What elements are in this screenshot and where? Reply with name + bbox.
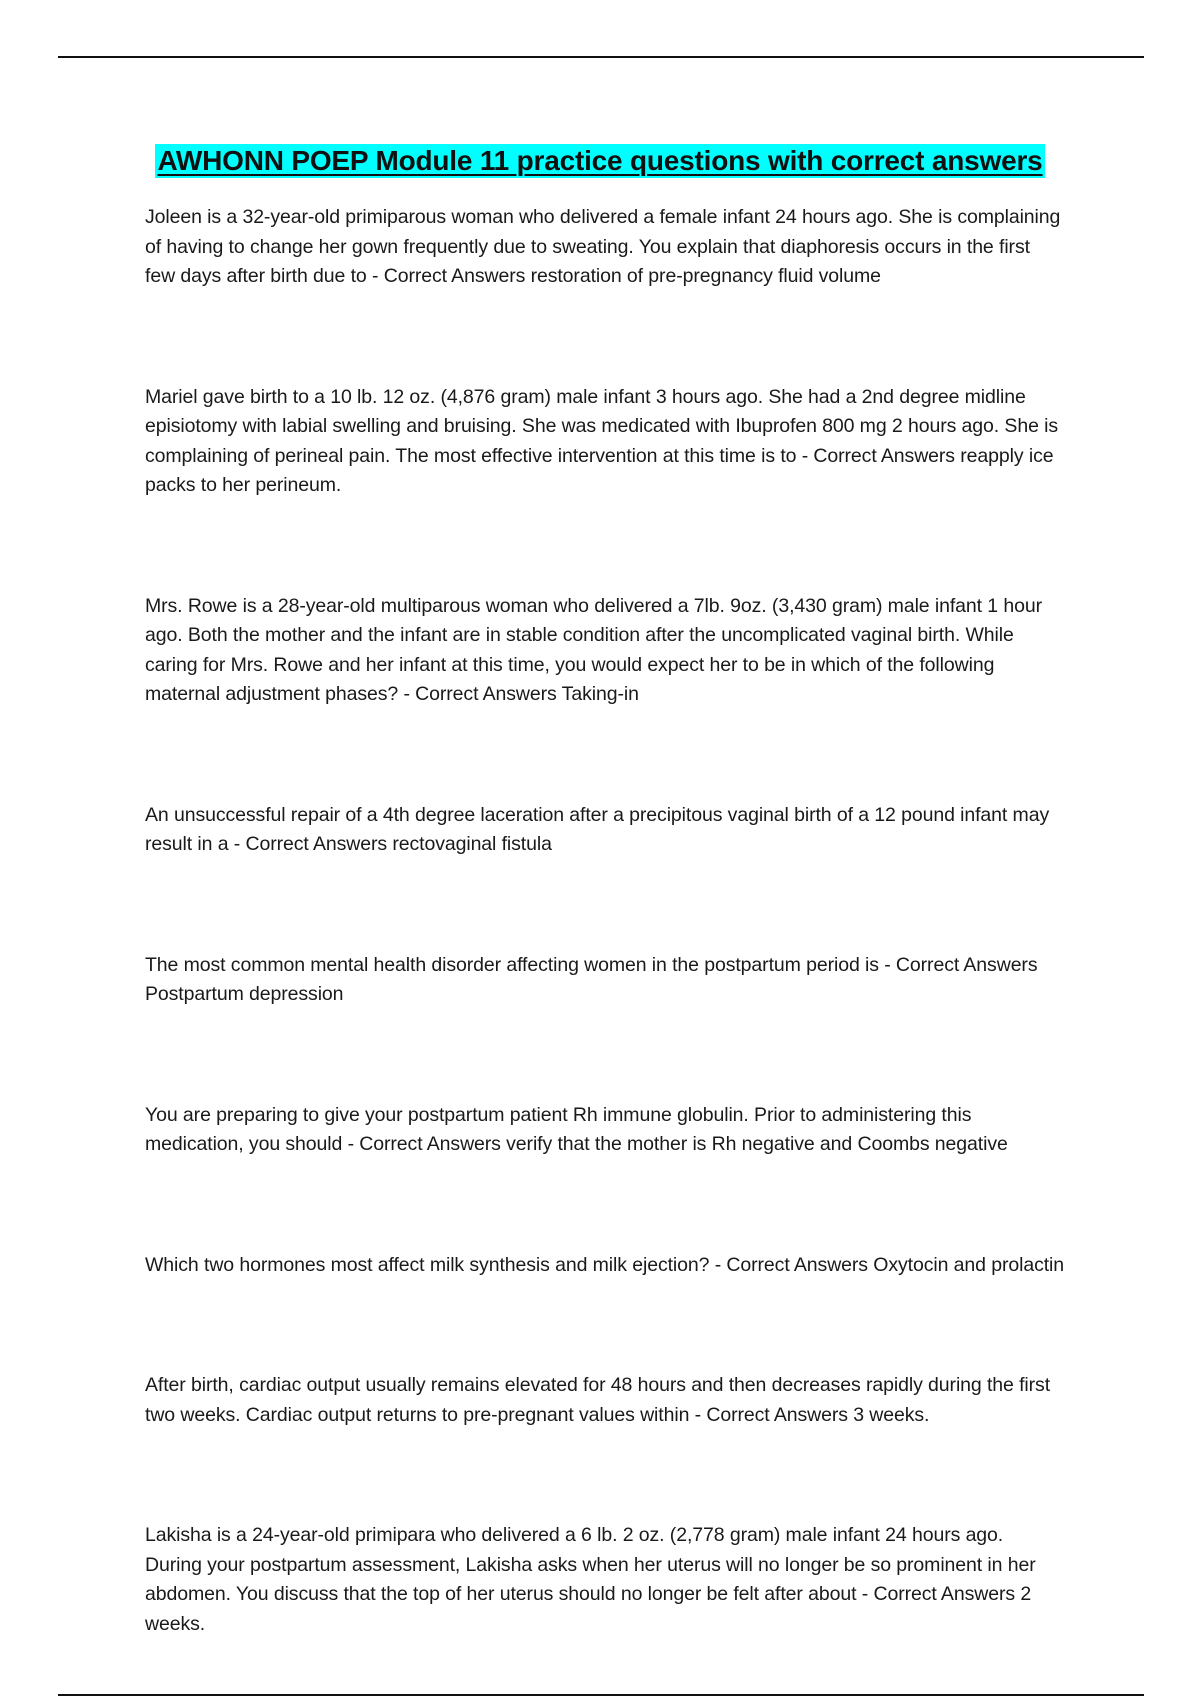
question-text: An unsuccessful repair of a 4th degree laceration after a precipitous vaginal birth of a 12 pound infant may result in a	[145, 803, 1050, 855]
answer-text: 3 weeks.	[853, 1403, 930, 1426]
answer-separator: - Correct Answers	[856, 1583, 1021, 1605]
answer-text: 2 weeks.	[145, 1583, 1032, 1635]
title-container	[0, 144, 1200, 178]
answer-separator: - Correct Answers	[366, 265, 531, 287]
qa-item	[145, 1371, 1065, 1430]
answer-separator: - Correct Answers	[689, 1403, 854, 1426]
qa-item	[145, 1521, 1065, 1639]
question-text: You are preparing to give your postpartum patient Rh immune globulin. Prior to administering this medication, you should	[145, 1103, 972, 1155]
answer-separator: - Correct Answers	[796, 444, 961, 467]
qa-item	[145, 801, 1065, 860]
qa-item	[145, 383, 1065, 501]
qa-item	[145, 1251, 1065, 1281]
question-text: Mrs. Rowe is a 28-year-old multiparous woman who delivered a 7lb. 9oz. (3,430 gram) male infant 1 hour ago. Both the mother and the infant are in stable condition after the uncomplicated vaginal birth. While caring for Mrs. Rowe and her infant at this time, you would expect her to be in which of the following maternal adjustment phases?	[145, 594, 1042, 705]
question-text: Joleen is a 32-year-old primiparous woman who delivered a female infant 24 hours ago. She is complaining of having to change her gown frequently due to sweating. You explain that diaphoresis occurs in the first few days after birth due to	[145, 206, 1061, 287]
answer-text: Oxytocin and prolactin	[873, 1253, 1065, 1276]
question-text: The most common mental health disorder affecting women in the postpartum period is	[145, 953, 879, 976]
answer-separator: - Correct Answers	[398, 683, 562, 705]
question-text: Lakisha is a 24-year-old primipara who delivered a 6 lb. 2 oz. (2,778 gram) male infant 24 hours ago. During your postpartum assessment, Lakisha asks when her uterus will no longer be so prominent in her abdomen. You discuss that the top of her uterus should no longer be felt after about	[145, 1524, 1036, 1605]
document-title: AWHONN POEP Module 11 practice questions with correct answers	[157, 145, 1043, 176]
answer-separator: - Correct Answers	[342, 1133, 507, 1155]
question-text: Which two hormones most affect milk synthesis and milk ejection?	[145, 1253, 710, 1276]
header-rule	[58, 56, 1144, 58]
answer-separator: - Correct Answers	[228, 833, 393, 855]
qa-item	[145, 951, 1065, 1010]
answer-separator: - Correct Answers	[709, 1253, 874, 1276]
answer-text: Taking-in	[561, 683, 639, 705]
qa-item	[145, 592, 1065, 710]
answer-text: verify that the mother is Rh negative and Coombs negative	[506, 1133, 1008, 1155]
answer-text: Postpartum depression	[145, 983, 344, 1005]
answer-text: restoration of pre-pregnancy fluid volume	[530, 265, 881, 287]
qa-item	[145, 1101, 1065, 1160]
question-text: After birth, cardiac output usually remains elevated for 48 hours and then decreases rapidly during the first two weeks. Cardiac output returns to pre-pregnant values within	[145, 1374, 1051, 1426]
answer-separator: - Correct Answers	[878, 953, 1038, 976]
footer-rule	[58, 1694, 1144, 1696]
question-text: Mariel gave birth to a 10 lb. 12 oz. (4,876 gram) male infant 3 hours ago. She had a 2nd degree midline episiotomy with labial swelling and bruising. She was medicated with Ibuprofen 800 mg 2 hours ago. She is complaining of perineal pain. The most effective intervention at this time is to	[145, 385, 1059, 467]
answer-text: reapply ice packs to her perineum.	[145, 444, 1054, 496]
qa-item	[145, 203, 1065, 292]
answer-text: rectovaginal fistula	[392, 833, 552, 855]
qa-list	[145, 203, 1065, 1639]
